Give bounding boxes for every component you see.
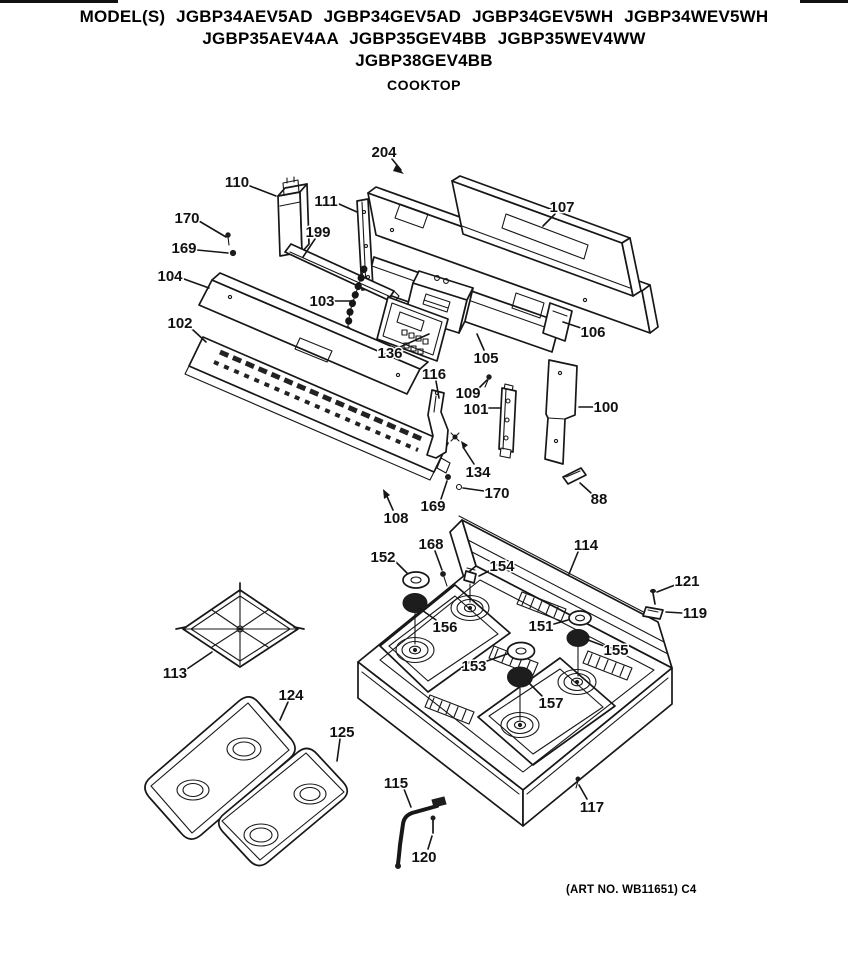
model-list-line1: MODEL(S) JGBP34AEV5AD JGBP34GEV5AD JGBP34GEV5WH JGBP34WEV5WH <box>79 7 769 26</box>
part-label-117: 117 <box>579 799 605 816</box>
part-label-105: 105 <box>473 350 499 367</box>
part-label-124: 124 <box>278 687 304 704</box>
leader-line-114 <box>569 552 578 574</box>
burner-opening-right-rear <box>558 670 596 695</box>
part-100-bracket <box>545 360 577 464</box>
part-label-109: 109 <box>455 385 481 402</box>
leader-line-105 <box>477 334 484 350</box>
part-88-spacer <box>563 468 586 484</box>
leader-line-113 <box>187 652 212 669</box>
part-label-104: 104 <box>157 268 183 285</box>
part-134-screw <box>451 433 468 449</box>
model-list-line2: JGBP35AEV4AA JGBP35GEV4BB JGBP35WEV4WW <box>202 29 646 49</box>
part-label-100: 100 <box>593 399 619 416</box>
leader-line-170 <box>463 488 484 491</box>
leader-line-111 <box>339 204 357 212</box>
part-label-170: 170 <box>174 210 200 227</box>
leader-line-102 <box>192 329 206 342</box>
part-label-204: 204 <box>371 144 397 161</box>
part-label-103: 103 <box>309 293 335 310</box>
part-label-168: 168 <box>418 536 444 553</box>
leader-line-119 <box>666 612 682 613</box>
part-168-screw <box>441 572 447 586</box>
leader-line-125 <box>337 739 340 761</box>
leader-line-104 <box>184 279 209 288</box>
part-label-106: 106 <box>580 324 606 341</box>
leader-line-121 <box>657 585 675 592</box>
leader-line-120 <box>428 836 432 849</box>
part-label-116: 116 <box>421 366 447 383</box>
part-label-199: 199 <box>305 224 331 241</box>
part-label-88: 88 <box>590 491 608 508</box>
part-169-nut-a <box>230 250 235 255</box>
part-label-113: 113 <box>162 665 188 682</box>
leader-line-168 <box>435 551 442 570</box>
part-label-115: 115 <box>383 775 409 792</box>
part-153-burner-cap <box>508 643 535 660</box>
part-label-154: 154 <box>489 558 515 575</box>
part-label-108: 108 <box>383 510 409 527</box>
section-title: COOKTOP <box>386 77 462 94</box>
part-label-156: 156 <box>432 619 458 636</box>
part-label-169: 169 <box>420 498 446 515</box>
leader-line-124 <box>280 702 288 720</box>
part-170-screw-a <box>226 233 230 245</box>
part-170-screw-b <box>457 485 462 490</box>
part-label-155: 155 <box>603 642 629 659</box>
model-list-line3: JGBP38GEV4BB <box>355 51 493 71</box>
leader-line-169 <box>441 481 447 499</box>
part-116-bracket <box>427 390 448 458</box>
part-label-125: 125 <box>329 724 355 741</box>
part-119-clip <box>643 607 663 619</box>
part-label-111: 111 <box>314 193 338 210</box>
part-label-152: 152 <box>370 549 396 566</box>
leader-line-110 <box>250 186 276 196</box>
part-label-121: 121 <box>674 573 700 590</box>
part-label-101: 101 <box>463 401 489 418</box>
part-label-151: 151 <box>528 618 554 635</box>
part-120-pin <box>431 816 435 833</box>
part-110-spark-module <box>278 177 309 256</box>
part-101-bracket <box>499 384 516 458</box>
part-121-screw <box>651 589 656 604</box>
part-169-nut-b <box>446 475 451 480</box>
part-label-119: 119 <box>682 605 708 622</box>
part-label-120: 120 <box>411 849 437 866</box>
part-label-102: 102 <box>167 315 193 332</box>
art-number: (ART NO. WB11651) C4 <box>566 884 697 896</box>
part-label-153: 153 <box>461 658 487 675</box>
leader-line-170 <box>199 221 226 237</box>
part-label-169: 169 <box>171 240 197 257</box>
part-label-114: 114 <box>573 537 599 554</box>
part-label-136: 136 <box>377 345 403 362</box>
part-label-134: 134 <box>465 464 491 481</box>
part-label-157: 157 <box>538 695 564 712</box>
leader-line-88 <box>580 483 591 493</box>
part-label-170: 170 <box>484 485 510 502</box>
part-151-burner-cap <box>569 611 591 625</box>
part-label-110: 110 <box>224 174 250 191</box>
leader-line-169 <box>197 250 228 253</box>
part-152-burner-cap <box>403 572 429 588</box>
part-113-grate <box>176 583 304 667</box>
leader-line-134 <box>463 447 474 464</box>
part-106-end-cap <box>543 303 572 341</box>
leader-line-152 <box>395 561 407 573</box>
part-label-107: 107 <box>549 199 575 216</box>
leader-line-117 <box>579 785 587 799</box>
page-border <box>0 0 848 3</box>
